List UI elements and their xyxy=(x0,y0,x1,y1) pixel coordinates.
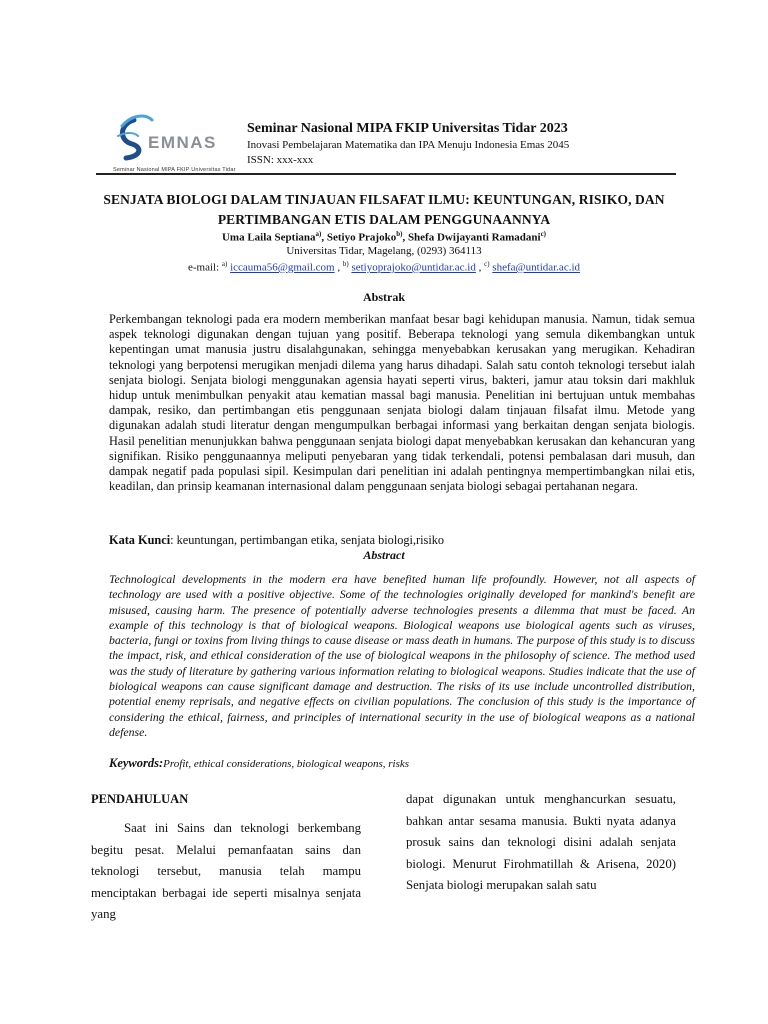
intro-right-column: dapat digunakan untuk menghancurkan sesuatu, bahkan antar sesama manusia. Bukti nyata adanya prosuk sains dan teknologi disini adalah senjata biologi. Menurut Firohmatillah & Arisena, 2020) Senjata biologi merupakan salah satu xyxy=(406,792,676,892)
keywords xyxy=(109,756,409,771)
conference-logo xyxy=(112,110,244,174)
logo-caption: Seminar Nasional MIPA FKIP Universitas Tidar xyxy=(113,167,236,173)
abstract-heading: Abstract xyxy=(363,548,405,562)
author-sup: b) xyxy=(396,230,403,238)
affiliation: Universitas Tidar, Magelang, (0293) 364113 xyxy=(286,245,482,257)
author-name: Uma Laila Septiana xyxy=(221,231,316,244)
kata-kunci-values: : keuntungan, pertimbangan etika, senjata biologi,risiko xyxy=(170,533,445,547)
conference-subtitle: Inovasi Pembelajaran Matematika dan IPA Menuju Indonesia Emas 2045 xyxy=(247,139,570,151)
issn: ISSN: xxx-xxx xyxy=(247,154,314,166)
email-link[interactable]: iccauma56@gmail.com xyxy=(230,261,335,274)
paper-title: SENJATA BIOLOGI DALAM TINJAUAN FILSAFAT ILMU: KEUNTUNGAN, RISIKO, DAN PERTIMBANGAN ETIS DALAM PENGGUNAANNYA xyxy=(103,192,665,227)
semnas-logo-icon xyxy=(112,110,244,166)
author-name: Setiyo Prajoko xyxy=(326,231,397,244)
abstrak-heading: Abstrak xyxy=(362,290,405,304)
kata-kunci-label: Kata Kunci xyxy=(109,533,171,547)
email-label: e-mail: xyxy=(187,261,220,274)
conference-title: Seminar Nasional MIPA FKIP Universitas Tidar 2023 xyxy=(247,121,568,136)
author-sup: a) xyxy=(315,230,322,238)
email-link[interactable]: setiyoprajoko@untidar.ac.id xyxy=(351,261,476,274)
author-sup: c) xyxy=(540,230,547,238)
email-sup: a) xyxy=(221,260,228,268)
section-heading: PENDAHULUAN xyxy=(91,792,189,806)
keywords-label: Keywords: xyxy=(109,756,164,770)
email-link[interactable]: shefa@untidar.ac.id xyxy=(492,261,581,274)
author-list: Uma Laila Septiana$^{a)}$, Setiyo Prajoko$^{b)}$, Shefa Dwijayanti Ramadani$^{c)}$ xyxy=(221,230,547,244)
email-line: e-mail: $^{a)}$ iccauma56@gmail.com , $^{b)}$ setiyoprajoko@untidar.ac.id , $^{c)}$ shefa@untidar.ac.id xyxy=(187,260,581,274)
keywords-values: Profit, ethical considerations, biological weapons, risks xyxy=(163,758,410,770)
logo-text: EMNAS xyxy=(148,133,217,152)
author-name: Shefa Dwijayanti Ramadani xyxy=(407,231,541,244)
abstrak-body: Perkembangan teknologi pada era modern memberikan manfaat besar bagi kehidupan manusia. Namun, tidak semua aspek teknologi digunakan dengan tujuan yang positif. Beberapa teknologi yang semula dikembangkan untuk kepentingan umat manusia justru disalahgunakan, sehingga menyebabkan kerusakan yang merugikan. Kehadiran teknologi yang berpotensi merugikan menjadi dilema yang harus dihadapi. Salah satu contoh teknologi tersebut ialah senjata biologi. Senjata biologi menggunakan agensia hayati seperti virus, bakteri, jamur atau toksin dari makhluk hidup untuk menimbulkan penyakit atau kematian massal bagi manusia. Penelitian ini bertujuan untuk membahas dampak, resiko, dan pertimbangan etis penggunaan senjata biologi dalam tinjauan filsafat ilmu. Metode yang digunakan adalah studi literatur dengan mengumpulkan berbagai informasi yang berkaitan dengan senjata biologis. Hasil penelitian menunjukkan bahwa penggunaan senjata biologi dapat menyebabkan kerusakan dan kehancuran yang signifikan. Risiko penggunaannya meliputi penyebaran yang tidak terkendali, potensi pembalasan dari musuh, dan dampak negatif pada populasi sipil. Kesimpulan dari penelitian ini adalah pentingnya mempertimbangkan nilai etis, keadilan, dan prinsip keamanan internasional dalam penggunaan senjata biologi sebagai pertahanan negara. xyxy=(109,312,695,494)
intro-left-column: Saat ini Sains dan teknologi berkembang begitu pesat. Melalui pemanfaatan sains dan teknologi tersebut, manusia telah mampu menciptakan berbagai ide seperti misalnya senjata yang xyxy=(91,821,361,921)
email-sup: c) xyxy=(484,260,490,268)
kata-kunci xyxy=(109,533,444,548)
email-sup: b) xyxy=(342,260,349,268)
abstract-body: Technological developments in the modern era have benefited human life profoundly. However, not all aspects of technology are used with a positive objective. Some of the technologies originally developed for mankind's benefit are misused, causing harm. The presence of potentially adverse technologies presents a dilemma that must be faced. An example of this technology is that of biological weapons. Biological weapons use biological agents such as viruses, bacteria, fungi or toxins from living things to cause disease or mass death in humans. The purpose of this study is to discuss the impact, risk, and ethical consideration of the use of biological weapons in the philosophy of science. The method used was the study of literature by gathering various information relating to biological weapons. Studies indicate that the use of biological weapons can cause significant damage and destruction. The risks of its use include uncontrolled distribution, potential enemy reprisals, and negative effects on civilian populations. The conclusion of this study is the importance of considering the ethical, fairness, and principles of international security in the use of biological weapons as a national defense. xyxy=(109,572,695,739)
header-divider xyxy=(96,173,676,175)
